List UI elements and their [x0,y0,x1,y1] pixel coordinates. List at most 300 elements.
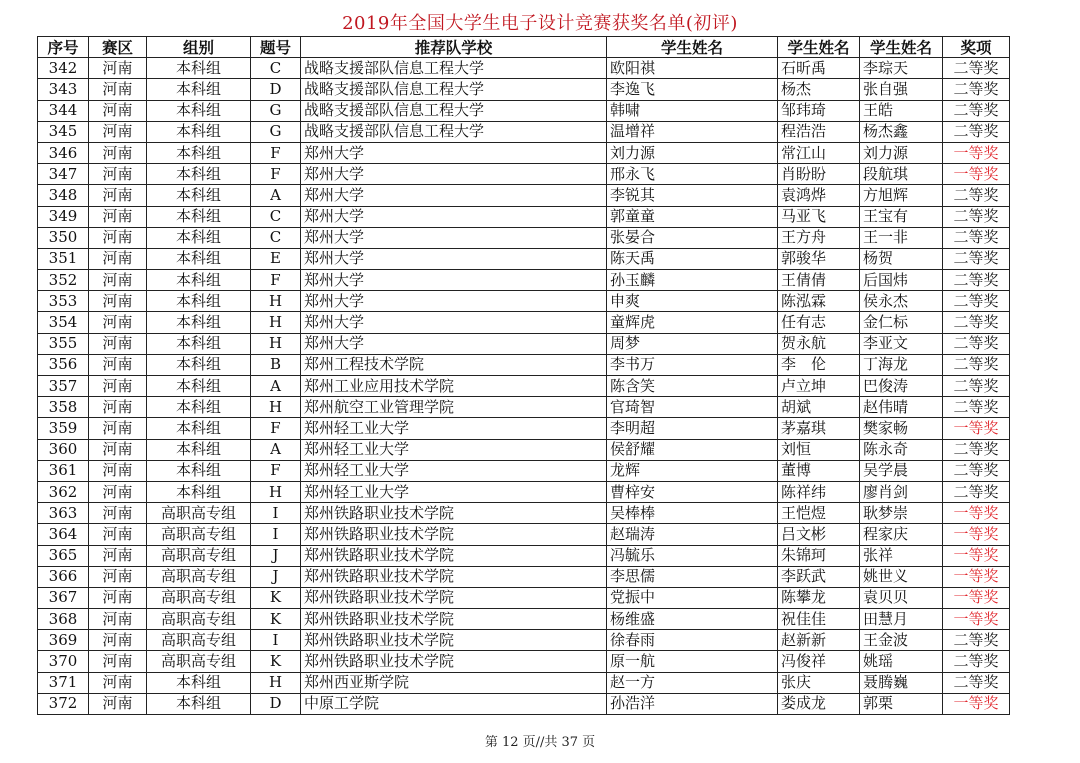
row-student-3: 刘力源 [860,142,943,163]
row-region: 河南 [89,397,147,418]
row-student-1: 冯毓乐 [607,545,778,566]
row-region: 河南 [89,79,147,100]
header-index: 序号 [38,37,89,58]
row-student-3: 王一非 [860,227,943,248]
row-problem: A [251,185,301,206]
row-region: 河南 [89,354,147,375]
row-student-2: 卢立坤 [778,376,860,397]
row-school: 郑州工程技术学院 [301,354,607,375]
row-student-1: 曹梓安 [607,481,778,502]
row-group: 本科组 [147,206,251,227]
row-student-2: 陈泓霖 [778,291,860,312]
row-student-2: 冯俊祥 [778,651,860,672]
row-region: 河南 [89,376,147,397]
row-award: 一等奖 [943,524,1010,545]
row-index: 360 [38,439,89,460]
row-group: 本科组 [147,333,251,354]
row-student-3: 方旭辉 [860,185,943,206]
row-school: 郑州轻工业大学 [301,481,607,502]
row-problem: D [251,79,301,100]
row-student-1: 赵一方 [607,672,778,693]
header-student-1: 学生姓名 [607,37,778,58]
table-row [38,312,1010,333]
row-index: 349 [38,206,89,227]
row-student-1: 赵瑞涛 [607,524,778,545]
row-region: 河南 [89,206,147,227]
row-student-2: 程浩浩 [778,121,860,142]
row-region: 河南 [89,291,147,312]
row-student-1: 孙玉麟 [607,270,778,291]
row-student-2: 任有志 [778,312,860,333]
row-index: 344 [38,100,89,121]
row-award: 二等奖 [943,227,1010,248]
row-award: 一等奖 [943,418,1010,439]
row-problem: A [251,439,301,460]
table-row [38,587,1010,608]
row-region: 河南 [89,460,147,481]
row-school: 郑州大学 [301,248,607,269]
row-index: 364 [38,524,89,545]
row-group: 本科组 [147,185,251,206]
row-index: 372 [38,693,89,714]
row-problem: C [251,206,301,227]
row-student-3: 樊家畅 [860,418,943,439]
row-student-3: 张自强 [860,79,943,100]
row-problem: C [251,227,301,248]
row-group: 高职高专组 [147,566,251,587]
row-index: 367 [38,587,89,608]
row-student-2: 祝佳佳 [778,609,860,630]
table-row [38,630,1010,651]
row-index: 346 [38,142,89,163]
table-row [38,142,1010,163]
row-student-3: 姚瑶 [860,651,943,672]
row-student-1: 刘力源 [607,142,778,163]
row-index: 369 [38,630,89,651]
row-school: 郑州铁路职业技术学院 [301,609,607,630]
header-award: 奖项 [943,37,1010,58]
row-student-2: 娄成龙 [778,693,860,714]
header-school: 推荐队学校 [301,37,607,58]
row-student-2: 赵新新 [778,630,860,651]
row-award: 二等奖 [943,291,1010,312]
row-region: 河南 [89,481,147,502]
row-student-1: 周梦 [607,333,778,354]
row-region: 河南 [89,58,147,79]
row-index: 354 [38,312,89,333]
row-index: 351 [38,248,89,269]
row-region: 河南 [89,693,147,714]
table-row [38,291,1010,312]
row-school: 郑州西亚斯学院 [301,672,607,693]
row-school: 战略支援部队信息工程大学 [301,58,607,79]
row-award: 二等奖 [943,630,1010,651]
row-group: 本科组 [147,227,251,248]
table-body [38,58,1010,715]
row-region: 河南 [89,164,147,185]
table-row [38,651,1010,672]
row-school: 战略支援部队信息工程大学 [301,121,607,142]
table-row [38,481,1010,502]
row-student-2: 王恺煜 [778,503,860,524]
row-group: 本科组 [147,418,251,439]
row-index: 345 [38,121,89,142]
row-school: 郑州轻工业大学 [301,418,607,439]
table-row [38,418,1010,439]
row-student-1: 侯舒耀 [607,439,778,460]
table-row [38,79,1010,100]
row-school: 郑州大学 [301,185,607,206]
row-student-1: 吴棒棒 [607,503,778,524]
row-student-1: 张晏合 [607,227,778,248]
row-index: 343 [38,79,89,100]
row-group: 高职高专组 [147,609,251,630]
row-school: 郑州大学 [301,227,607,248]
row-problem: F [251,270,301,291]
row-student-1: 徐春雨 [607,630,778,651]
row-student-2: 陈攀龙 [778,587,860,608]
row-student-3: 王金波 [860,630,943,651]
row-group: 高职高专组 [147,587,251,608]
awards-table [37,36,1010,715]
row-award: 二等奖 [943,79,1010,100]
row-student-3: 杨杰鑫 [860,121,943,142]
row-group: 高职高专组 [147,630,251,651]
row-region: 河南 [89,672,147,693]
row-award: 二等奖 [943,376,1010,397]
row-problem: A [251,376,301,397]
row-student-2: 肖盼盼 [778,164,860,185]
row-group: 本科组 [147,376,251,397]
row-problem: H [251,672,301,693]
row-index: 348 [38,185,89,206]
row-region: 河南 [89,439,147,460]
row-problem: J [251,566,301,587]
row-index: 363 [38,503,89,524]
row-region: 河南 [89,566,147,587]
row-award: 二等奖 [943,439,1010,460]
row-student-3: 赵伟晴 [860,397,943,418]
row-region: 河南 [89,185,147,206]
row-student-2: 邹玮琦 [778,100,860,121]
row-award: 二等奖 [943,460,1010,481]
row-region: 河南 [89,651,147,672]
row-school: 郑州航空工业管理学院 [301,397,607,418]
row-group: 本科组 [147,460,251,481]
row-student-2: 刘恒 [778,439,860,460]
row-index: 356 [38,354,89,375]
row-group: 高职高专组 [147,651,251,672]
row-problem: F [251,418,301,439]
row-student-1: 党振中 [607,587,778,608]
row-student-2: 张庆 [778,672,860,693]
row-student-3: 杨贺 [860,248,943,269]
row-student-3: 廖肖剑 [860,481,943,502]
row-group: 高职高专组 [147,524,251,545]
table-row [38,206,1010,227]
table-header-row [38,37,1010,58]
row-award: 二等奖 [943,206,1010,227]
row-region: 河南 [89,503,147,524]
row-award: 一等奖 [943,503,1010,524]
row-region: 河南 [89,312,147,333]
row-student-2: 王方舟 [778,227,860,248]
row-school: 郑州铁路职业技术学院 [301,566,607,587]
row-group: 本科组 [147,312,251,333]
row-award: 二等奖 [943,354,1010,375]
row-student-1: 官琦智 [607,397,778,418]
header-problem: 题号 [251,37,301,58]
row-index: 368 [38,609,89,630]
row-award: 二等奖 [943,185,1010,206]
row-group: 本科组 [147,693,251,714]
row-student-1: 李思儒 [607,566,778,587]
row-region: 河南 [89,227,147,248]
table-row [38,248,1010,269]
row-school: 郑州大学 [301,142,607,163]
row-region: 河南 [89,270,147,291]
row-student-2: 杨杰 [778,79,860,100]
row-student-2: 贺永航 [778,333,860,354]
row-student-2: 石昕禹 [778,58,860,79]
table-row [38,397,1010,418]
row-school: 郑州大学 [301,206,607,227]
row-school: 郑州轻工业大学 [301,439,607,460]
row-problem: K [251,609,301,630]
row-award: 二等奖 [943,121,1010,142]
table-row [38,185,1010,206]
row-school: 郑州大学 [301,333,607,354]
row-award: 二等奖 [943,333,1010,354]
table-row [38,333,1010,354]
row-index: 357 [38,376,89,397]
row-award: 一等奖 [943,609,1010,630]
row-region: 河南 [89,587,147,608]
row-group: 高职高专组 [147,503,251,524]
row-school: 郑州大学 [301,270,607,291]
row-problem: C [251,58,301,79]
row-index: 355 [38,333,89,354]
row-region: 河南 [89,418,147,439]
row-student-1: 李明超 [607,418,778,439]
row-student-3: 段航琪 [860,164,943,185]
row-group: 本科组 [147,672,251,693]
row-region: 河南 [89,248,147,269]
row-student-3: 后国炜 [860,270,943,291]
row-student-3: 袁贝贝 [860,587,943,608]
table-row [38,545,1010,566]
row-problem: H [251,291,301,312]
row-student-3: 陈永奇 [860,439,943,460]
row-student-2: 郭骏华 [778,248,860,269]
row-problem: E [251,248,301,269]
row-group: 本科组 [147,270,251,291]
document-title: 2019年全国大学生电子设计竞赛获奖名单(初评) [342,13,738,34]
row-student-1: 李逸飞 [607,79,778,100]
table-row [38,227,1010,248]
row-problem: H [251,312,301,333]
row-group: 高职高专组 [147,545,251,566]
row-student-1: 李书万 [607,354,778,375]
table-row [38,58,1010,79]
row-school: 郑州铁路职业技术学院 [301,587,607,608]
row-student-2: 常江山 [778,142,860,163]
table-row [38,524,1010,545]
row-group: 本科组 [147,100,251,121]
table-row [38,121,1010,142]
page-footer: 第 12 页//共 37 页 [484,735,596,750]
row-group: 本科组 [147,58,251,79]
row-award: 一等奖 [943,587,1010,608]
row-problem: G [251,121,301,142]
row-index: 366 [38,566,89,587]
row-student-3: 郭栗 [860,693,943,714]
row-index: 370 [38,651,89,672]
row-region: 河南 [89,545,147,566]
row-student-1: 杨维盛 [607,609,778,630]
row-problem: F [251,142,301,163]
row-school: 郑州大学 [301,164,607,185]
row-student-3: 巴俊涛 [860,376,943,397]
row-problem: H [251,397,301,418]
row-problem: F [251,460,301,481]
header-student-2: 学生姓名 [778,37,860,58]
row-group: 本科组 [147,79,251,100]
row-student-2: 陈祥纬 [778,481,860,502]
row-school: 郑州铁路职业技术学院 [301,630,607,651]
row-problem: J [251,545,301,566]
table-row [38,439,1010,460]
row-student-3: 王宝有 [860,206,943,227]
row-school: 战略支援部队信息工程大学 [301,79,607,100]
table-row [38,503,1010,524]
row-index: 347 [38,164,89,185]
table-row [38,566,1010,587]
row-student-3: 李亚文 [860,333,943,354]
row-student-1: 陈含笑 [607,376,778,397]
row-student-1: 温增祥 [607,121,778,142]
row-student-2: 马亚飞 [778,206,860,227]
row-region: 河南 [89,142,147,163]
row-school: 郑州铁路职业技术学院 [301,545,607,566]
row-student-2: 袁鸿烨 [778,185,860,206]
table-row [38,460,1010,481]
row-index: 365 [38,545,89,566]
row-student-3: 耿梦崇 [860,503,943,524]
row-award: 一等奖 [943,566,1010,587]
row-group: 本科组 [147,121,251,142]
row-school: 中原工学院 [301,693,607,714]
row-problem: H [251,481,301,502]
row-student-1: 申爽 [607,291,778,312]
row-region: 河南 [89,100,147,121]
row-student-2: 李 伦 [778,354,860,375]
row-school: 郑州铁路职业技术学院 [301,651,607,672]
row-student-2: 朱锦珂 [778,545,860,566]
row-group: 本科组 [147,164,251,185]
row-group: 本科组 [147,439,251,460]
row-student-2: 茅嘉琪 [778,418,860,439]
row-problem: G [251,100,301,121]
row-award: 一等奖 [943,164,1010,185]
row-student-1: 陈天禹 [607,248,778,269]
row-group: 本科组 [147,142,251,163]
row-index: 353 [38,291,89,312]
row-index: 359 [38,418,89,439]
row-student-2: 董博 [778,460,860,481]
row-region: 河南 [89,609,147,630]
header-group: 组别 [147,37,251,58]
row-student-2: 王倩倩 [778,270,860,291]
row-group: 本科组 [147,481,251,502]
row-group: 本科组 [147,397,251,418]
table-row [38,376,1010,397]
row-problem: F [251,164,301,185]
row-problem: K [251,651,301,672]
table-row [38,100,1010,121]
row-index: 371 [38,672,89,693]
row-award: 一等奖 [943,693,1010,714]
row-student-3: 侯永杰 [860,291,943,312]
row-school: 郑州大学 [301,312,607,333]
row-student-2: 吕文彬 [778,524,860,545]
row-student-3: 姚世义 [860,566,943,587]
row-school: 战略支援部队信息工程大学 [301,100,607,121]
row-school: 郑州大学 [301,291,607,312]
row-student-2: 胡斌 [778,397,860,418]
row-region: 河南 [89,524,147,545]
table-row [38,354,1010,375]
row-student-3: 王皓 [860,100,943,121]
row-award: 二等奖 [943,58,1010,79]
row-student-3: 田慧月 [860,609,943,630]
row-index: 342 [38,58,89,79]
table-row [38,672,1010,693]
table-row [38,693,1010,714]
row-student-3: 金仁标 [860,312,943,333]
row-region: 河南 [89,121,147,142]
row-award: 二等奖 [943,270,1010,291]
row-student-3: 张祥 [860,545,943,566]
row-student-2: 李跃武 [778,566,860,587]
row-student-1: 原一航 [607,651,778,672]
row-school: 郑州工业应用技术学院 [301,376,607,397]
row-award: 二等奖 [943,312,1010,333]
row-problem: K [251,587,301,608]
row-problem: I [251,630,301,651]
row-index: 352 [38,270,89,291]
header-region: 赛区 [89,37,147,58]
row-student-1: 李锐其 [607,185,778,206]
row-student-1: 龙辉 [607,460,778,481]
row-school: 郑州铁路职业技术学院 [301,503,607,524]
header-student-3: 学生姓名 [860,37,943,58]
row-student-3: 李琮天 [860,58,943,79]
row-group: 本科组 [147,354,251,375]
row-student-3: 丁海龙 [860,354,943,375]
row-student-1: 孙浩洋 [607,693,778,714]
row-student-3: 聂腾巍 [860,672,943,693]
row-index: 358 [38,397,89,418]
row-student-1: 韩啸 [607,100,778,121]
row-student-1: 童辉虎 [607,312,778,333]
row-group: 本科组 [147,248,251,269]
row-group: 本科组 [147,291,251,312]
row-award: 二等奖 [943,100,1010,121]
row-problem: B [251,354,301,375]
row-award: 二等奖 [943,651,1010,672]
row-problem: I [251,503,301,524]
